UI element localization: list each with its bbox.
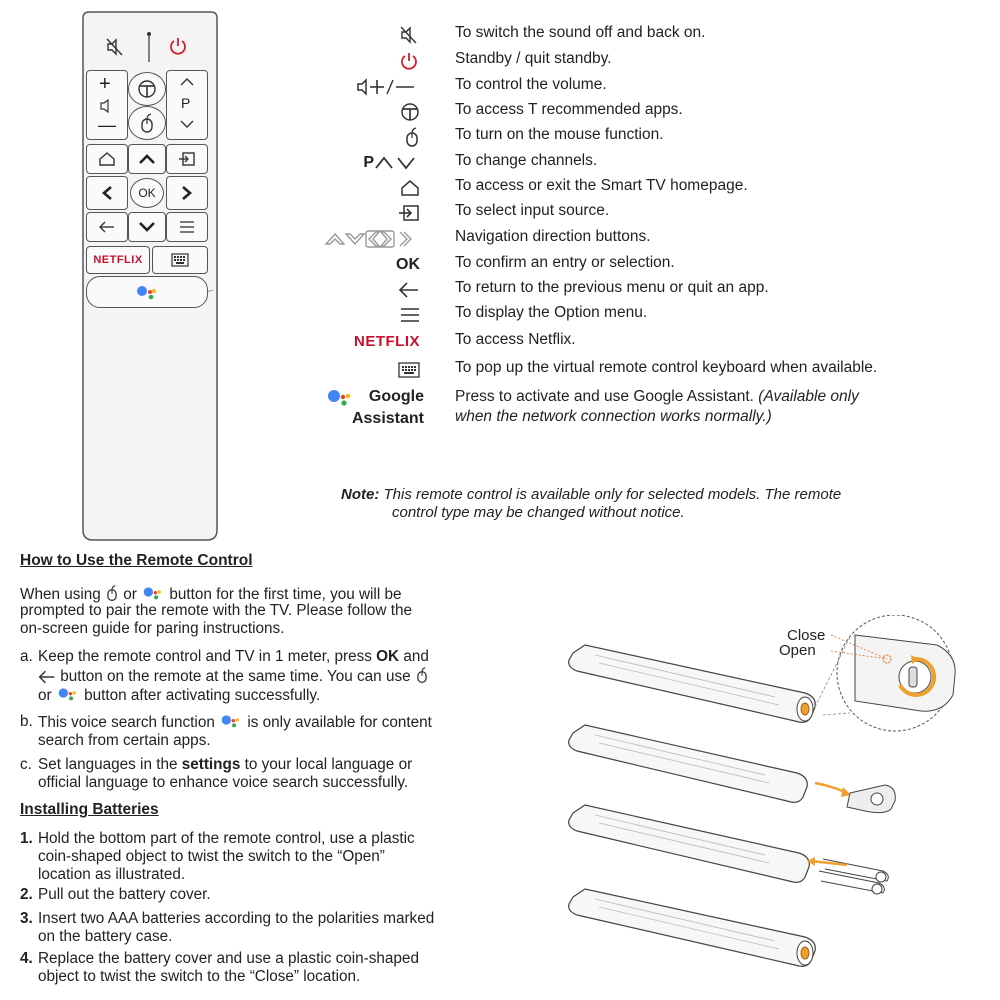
note-line-1: Note: This remote control is available only for selected models. The remote <box>341 486 842 503</box>
netflix-logo: NETFLIX <box>93 254 143 266</box>
remote-right-button <box>166 176 208 210</box>
remote-home-button <box>86 144 128 174</box>
google-label: Google <box>368 388 424 405</box>
remote-google-assistant-button <box>86 276 208 308</box>
google-assistant-icon <box>135 283 159 301</box>
home-icon <box>400 179 420 197</box>
google-assistant-icon <box>56 686 80 703</box>
right-arrow-icon <box>181 185 193 201</box>
legend-description: To switch the sound off and back on. <box>455 24 706 41</box>
legend-description: To return to the previous menu or quit an app. <box>455 279 769 296</box>
google-assistant-description: Press to activate and use Google Assistant. (Available only <box>455 388 859 405</box>
home-icon <box>98 151 116 167</box>
down-arrow-icon <box>138 221 156 233</box>
legend-row <box>300 99 990 124</box>
note-line-2: control type may be changed without notice. <box>392 504 685 521</box>
legend-description: To pop up the virtual remote control keyboard when available. <box>455 359 878 376</box>
mouse-icon <box>415 666 429 684</box>
volume-icon <box>356 77 420 97</box>
legend-description: Standby / quit standby. <box>455 50 612 67</box>
legend-description: To access T recommended apps. <box>455 101 683 118</box>
google-assistant-icon <box>326 387 354 409</box>
battery-installation-illustration <box>565 615 985 995</box>
how-to-use-heading: How to Use the Remote Control <box>20 552 253 569</box>
legend-row <box>300 175 990 200</box>
how-to-intro-line-1: When using or button for the first time, you will be <box>20 586 402 603</box>
channel-down-icon <box>179 119 195 129</box>
google-assistant-label <box>324 386 424 430</box>
legend-description: To confirm an entry or selection. <box>455 254 675 271</box>
how-to-intro-line-3: on-screen guide for paring instructions. <box>20 620 285 637</box>
channel-p-label: P <box>181 95 191 111</box>
close-label: Close <box>787 627 826 644</box>
legend-description: Navigation direction buttons. <box>455 228 651 245</box>
t-recommend-icon <box>137 79 157 99</box>
legend-row <box>300 329 990 354</box>
legend-row <box>300 302 990 327</box>
volume-down-icon: — <box>98 115 116 135</box>
legend-description: To display the Option menu. <box>455 304 648 321</box>
left-arrow-icon <box>101 185 113 201</box>
back-arrow-icon <box>98 221 116 233</box>
remote-channel-rocker <box>166 70 208 140</box>
legend-description: To access Netflix. <box>455 331 576 348</box>
remote-mouse-button <box>128 106 166 140</box>
open-label: Open <box>779 642 816 659</box>
remote-ok-button <box>130 178 164 208</box>
remote-menu-button <box>166 212 208 242</box>
volume-up-icon: + <box>99 73 111 95</box>
navigation-icon <box>324 230 420 248</box>
installing-batteries-heading: Installing Batteries <box>20 801 159 818</box>
power-icon <box>167 35 189 57</box>
menu-icon <box>400 307 420 323</box>
keyboard-icon <box>171 253 189 267</box>
channel-p-label: P <box>363 153 374 171</box>
remote-input-button <box>166 144 208 174</box>
back-arrow-icon <box>398 282 420 298</box>
remote-power-button <box>167 35 189 57</box>
mouse-icon <box>404 126 420 148</box>
switch-zoom-detail <box>815 615 955 731</box>
ok-label: OK <box>138 186 156 200</box>
legend-row <box>300 357 990 382</box>
legend-row <box>300 252 990 277</box>
input-source-icon <box>398 204 420 222</box>
ok-label: OK <box>396 255 420 273</box>
google-assistant-description-cont: when the network connection works normally.) <box>455 408 772 425</box>
t-recommend-icon <box>400 102 420 122</box>
legend-row <box>300 48 990 73</box>
legend-row <box>300 226 990 251</box>
remote-keyboard-button <box>152 246 208 274</box>
legend-description: To select input source. <box>455 202 610 219</box>
legend-row <box>300 150 990 175</box>
legend-row <box>300 200 990 225</box>
remote-step-3 <box>569 805 889 894</box>
google-assistant-icon <box>141 585 165 602</box>
up-arrow-icon <box>138 153 156 165</box>
how-to-intro-line-2: prompted to pair the remote with the TV. Please follow the <box>20 602 412 619</box>
power-icon <box>398 50 420 72</box>
legend-row <box>300 74 990 99</box>
channel-up-icon <box>179 77 195 87</box>
channel-icon <box>374 155 420 171</box>
input-source-icon <box>178 151 196 167</box>
remote-t-button <box>128 72 166 106</box>
mouse-icon <box>105 584 119 602</box>
menu-icon <box>179 220 195 234</box>
netflix-logo: NETFLIX <box>354 333 420 350</box>
note-label: Note: <box>341 486 380 503</box>
legend-row <box>300 277 990 302</box>
remote-step-4 <box>569 889 816 966</box>
back-arrow-icon <box>38 670 56 684</box>
remote-volume-rocker <box>86 70 128 140</box>
legend-description: To change channels. <box>455 152 598 169</box>
legend-description: To turn on the mouse function. <box>455 126 664 143</box>
keyboard-icon <box>398 362 420 378</box>
google-assistant-icon <box>219 713 243 730</box>
remote-down-button <box>128 212 166 242</box>
remote-netflix-button <box>86 246 150 274</box>
remote-back-button <box>86 212 128 242</box>
remote-up-button <box>128 144 166 174</box>
mute-icon <box>398 25 420 45</box>
speaker-icon <box>99 99 115 113</box>
assistant-label: Assistant <box>351 410 424 427</box>
legend-description: To control the volume. <box>455 76 607 93</box>
remote-step-2 <box>569 725 896 813</box>
legend-description: To access or exit the Smart TV homepage. <box>455 177 748 194</box>
legend-row <box>300 124 990 149</box>
mouse-icon <box>139 112 155 134</box>
mute-icon <box>104 36 126 58</box>
legend-row <box>300 22 990 47</box>
remote-mute-button <box>104 36 126 58</box>
remote-left-button <box>86 176 128 210</box>
